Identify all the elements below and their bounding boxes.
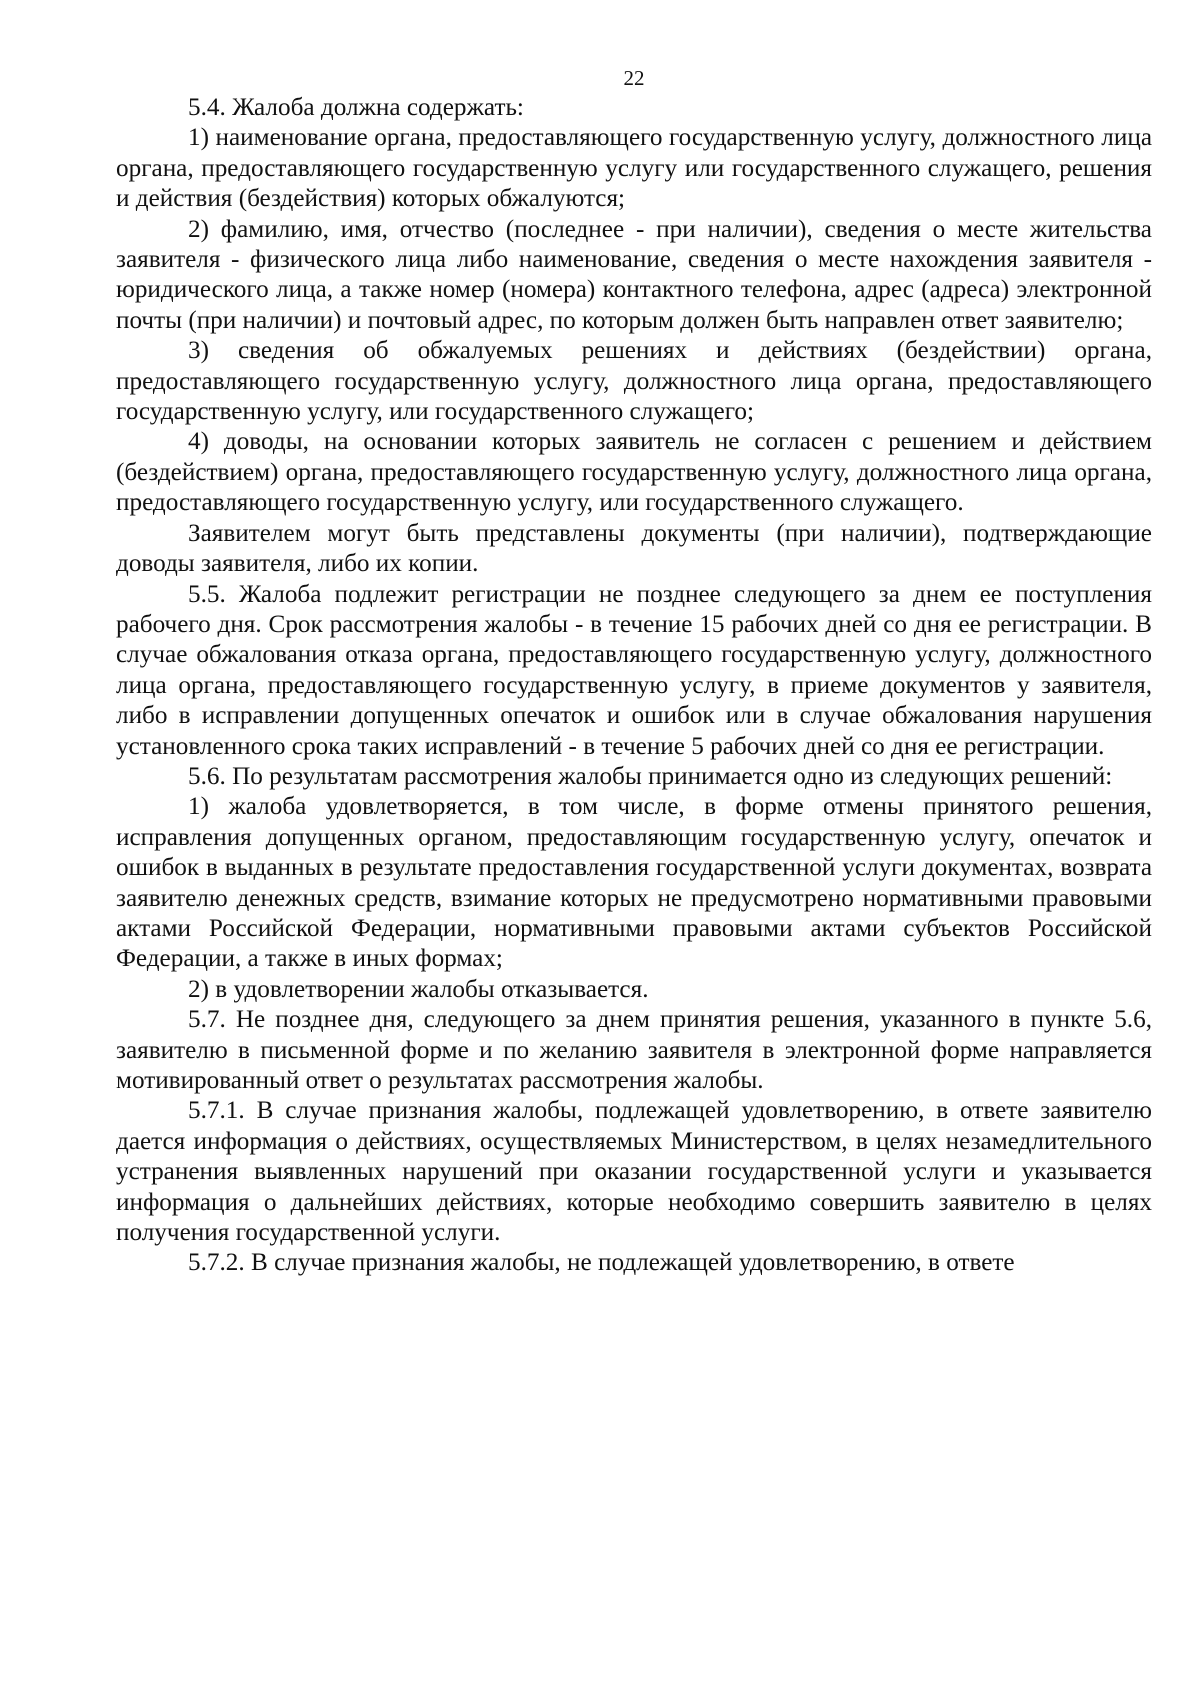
paragraph-5-7: 5.7. Не позднее дня, следующего за днем принятия решения, указанного в пункте 5.6, заявителю в письменной форме и по желанию заявителя в электронной форме направляется мотивированный ответ о результатах рассмотрения жалобы. xyxy=(116,1006,1152,1094)
paragraph-5-7-2: 5.7.2. В случае признания жалобы, не подлежащей удовлетворению, в ответе xyxy=(188,1249,1015,1277)
page-number: 22 xyxy=(623,66,645,90)
paragraph-5-4-documents: Заявителем могут быть представлены документы (при наличии), подтверждающие доводы заявителя, либо их копии. xyxy=(116,519,1152,578)
document-page xyxy=(116,66,1152,1279)
paragraph-5-6-heading: 5.6. По результатам рассмотрения жалобы принимается одно из следующих решений: xyxy=(188,762,1113,790)
paragraph-5-4-item-2: 2) фамилию, имя, отчество (последнее - при наличии), сведения о месте жительства заявителя - физического лица либо наименование, сведения о месте нахождения заявителя - юридического лица, а также номер (номера) контактного телефона, адрес (адреса) электронной почты (при наличии) и почтовый адрес, по которым должен быть направлен ответ заявителю; xyxy=(116,215,1152,334)
paragraph-5-4-item-4: 4) доводы, на основании которых заявитель не согласен с решением и действием (бездействием) органа, предоставляющего государственную услугу, должностного лица органа, предоставляющего государственную услугу, или государственного служащего. xyxy=(116,428,1152,517)
paragraph-5-4-item-3: 3) сведения об обжалуемых решениях и действиях (бездействии) органа, предоставляющего государственную услугу, должностного лица органа, предоставляющего государственную услугу, или государственного служащего; xyxy=(116,337,1152,426)
paragraph-5-7-1: 5.7.1. В случае признания жалобы, подлежащей удовлетворению, в ответе заявителю дается информация о действиях, осуществляемых Министерством, в целях незамедлительного устранения выявленных нарушений при оказании государственной услуги и указывается информация о дальнейших действиях, которые необходимо совершить заявителю в целях получения государственной услуги. xyxy=(116,1097,1152,1247)
paragraph-5-4-heading: 5.4. Жалоба должна содержать: xyxy=(188,94,524,121)
paragraph-5-6-item-2: 2) в удовлетворении жалобы отказывается. xyxy=(188,975,649,1003)
paragraph-5-4-item-1: 1) наименование органа, предоставляющего государственную услугу, должностного лица органа, предоставляющего государственную услугу или государственного служащего, решения и действия (бездействия) которых обжалуются; xyxy=(116,124,1152,213)
paragraph-5-6-item-1: 1) жалоба удовлетворяется, в том числе, в форме отмены принятого решения, исправления допущенных органом, предоставляющим государственную услугу, опечаток и ошибок в выданных в результате предоставления государственной услуги документах, возврата заявителю денежных средств, взимание которых не предусмотрено нормативными правовыми актами Российской Федерации, нормативными правовыми актами субъектов Российской Федерации, а также в иных формах; xyxy=(116,793,1152,973)
paragraph-5-5: 5.5. Жалоба подлежит регистрации не позднее следующего за днем ее поступления рабочего дня. Срок рассмотрения жалобы - в течение 15 рабочих дней со дня ее регистрации. В случае обжалования отказа органа, предоставляющего государственную услугу, должностного лица органа, предоставляющего государственную услугу, в приеме документов у заявителя, либо в исправлении допущенных опечаток и ошибок или в случае обжалования нарушения установленного срока таких исправлений - в течение 5 рабочих дней со дня ее регистрации. xyxy=(116,580,1152,760)
